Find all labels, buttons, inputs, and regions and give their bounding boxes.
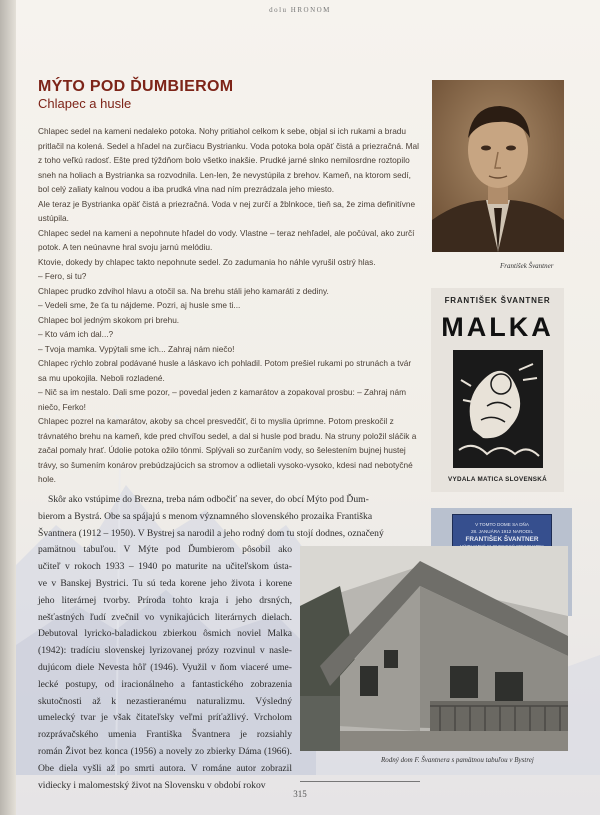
story-paragraph: Ktovie, dokedy by chlapec takto nepohnute sedel. Zo zadumania ho náhle vyrušil ostrý hlas.: [38, 256, 376, 267]
cover-illustration: [453, 350, 543, 468]
article-line: lecké postupy, od iracionálneho a fantastického zobrazenia: [38, 678, 292, 690]
article-line: bierom a Bystrá. Obe sa spájajú s menom významného slovenského prozaika Františka: [38, 510, 373, 522]
book-title: MALKA: [441, 312, 554, 342]
story-paragraph: Chlapec prudko zdvihol hlavu a otočil sa. Na brehu stáli jeho kamaráti z dediny.: [38, 285, 329, 296]
article-line: román Život bez konca (1956) a novely zo zbierky Dáma (1966).: [38, 745, 292, 757]
article-line: umelecký tvar je však čitateľsky veľmi príťažlivý. Vrcholom: [38, 712, 292, 724]
story-paragraph: Chlapec rýchlo zobral podávané husle a láskavo ich pohladil. Potom prešiel rukami po strunách a tvár sa mu upokojila. Neboli rozladené.: [38, 358, 412, 383]
story-paragraph: – Vedeli sme, že ťa tu nájdeme. Pozri, aj husle sme ti...: [38, 300, 241, 310]
story-paragraph: – Nič sa im nestalo. Dali sme pozor, – povedal jeden z kamarátov a zopakoval prosbu: – Zahraj nám niečo, Ferko!: [38, 387, 407, 412]
article-line: jeho literárnej tvorby. Príroda tohto kraja i jeho drsných,: [38, 594, 292, 606]
article-line: nešťastných ľudí zvečnil vo vynikajúcich literárnych dielach.: [38, 611, 292, 623]
story-paragraph: Chlapec sedel na kameni nedaleko potoka. Nohy pritiahol celkom k sebe, objal si ich rukami a bradu pritlačil na kolená. Sedel a hľadel na zurčiacu Bystrianku. Voda potoka bola opäť čistá a priezračná. Mal z toho veľkú radosť. Ešte pred týždňom bolo všetko inakšie. Prudké jarné slnko nemilosrdne roztopilo sneh na holiach a Bystrianka sa rozvodnila. Len-len, že nevystúpila z brehov. Kameň, na ktorom sedí, bol celý zaliaty kalnou vodou a iba prudká vlna nad ním prezrádzala jeho miesto.: [38, 126, 419, 194]
story-paragraph: – Tvoja mamka. Vypýtali sme ich... Zahraj nám niečo!: [38, 343, 235, 354]
plaque-line: V TOMTO DOME SA DŇA: [475, 522, 529, 527]
article-line: rozprávačského umenia Františka Švantnera je rozsiahly: [38, 729, 292, 741]
author-portrait-photo: [432, 80, 564, 252]
page-number: 315: [293, 789, 307, 799]
story-paragraph: Chlapec pozrel na kamarátov, akoby sa chcel presvedčiť, či to myslia úprimne. Potom preskočil z trávnatého brehu na kameň, kde pred chvíľou sedel, a dal si husle pod bradu. Na struny položil sláčik a začal pomaly hrať. Údolie potoka ožilo tónmi. Splývali so zurčaním vody, so šelestením bujnej hustej trávy, so šumením konárov prebúdzajúcich sa stromov a odlietali vysoko-vysoko, kdesi nad nebotyčné hole.: [38, 416, 417, 484]
story-paragraph: Chlapec sedel na kameni a nepohnute hľadel do vody. Vlastne – teraz nehľadel, ale počúval, ako zurčí potok. A ten neúnavne hral svoju jarnú melódiu.: [38, 227, 415, 252]
house-caption: Rodný dom F. Švantnera s pamätnou tabuľou v Bystrej: [381, 756, 534, 764]
article-line: Debutoval lyricko-baladickou zbierkou ôsmich noviel Malka: [38, 628, 292, 640]
article-line: pamätnou tabuľou. V Mýte pod Ďumbierom pôsobil ako: [38, 544, 292, 556]
footer-rule: [300, 781, 420, 782]
plaque-line: 28. JANUÁRA 1912 NARODIL: [470, 528, 534, 534]
story-paragraph: Chlapec bol jedným skokom pri brehu.: [38, 314, 180, 325]
story-paragraph: – Kto vám ich dal...?: [38, 329, 114, 339]
running-head: dolu HRONOM: [269, 6, 331, 14]
birth-house-photo: [300, 546, 568, 751]
chapter-title: MÝTO POD ĎUMBIEROM: [38, 78, 234, 95]
article-line: Švantnera (1912 – 1950). V Bystrej sa narodil a jeho rodný dom tu stojí dodnes, označený: [38, 527, 384, 539]
article-line: dujúcom diele Nevesta hôľ (1946). Využil v ňom viaceré ume-: [38, 661, 292, 673]
article-line: Skôr ako vstúpime do Brezna, treba nám odbočiť na sever, do obcí Mýto pod Ďum-: [48, 494, 369, 505]
article-line: učiteľ v rokoch 1933 – 1940 po maturite na učiteľskom ústa-: [38, 561, 292, 573]
article-line: skutočnosti až k nezastieranému naturalizmu. Výsledný: [38, 695, 292, 707]
portrait-caption: František Švantner: [500, 262, 554, 270]
story-excerpt: [38, 124, 422, 487]
page-gutter-shadow: [0, 0, 16, 815]
book-cover-malka: [431, 288, 564, 492]
story-paragraph: – Fero, si tu?: [38, 271, 87, 281]
article-line: ve v Banskej Bystrici. Tu sú teda korene jeho života i korene: [38, 577, 292, 589]
book-publisher: VYDALA MATICA SLOVENSKÁ: [447, 476, 548, 483]
book-author: FRANTIŠEK ŠVANTNER: [444, 296, 551, 305]
chapter-subtitle: Chlapec a husle: [38, 96, 132, 111]
article-line: (1942): tradíciu slovenskej lyrizovanej prózy rozvinul v nasle-: [38, 645, 292, 657]
plaque-name: FRANTIŠEK ŠVANTNER: [465, 535, 539, 543]
story-paragraph: Ale teraz je Bystrianka opäť čistá a priezračná. Voda v nej zurčí a žblnkoce, tieň sa, že zima definitívne ustúpila.: [38, 198, 416, 223]
article-line: vidiecky i malomestský život na Slovensku v období rokov: [38, 779, 266, 791]
article-line: Obe diela vyšli až po smrti autora. V románe autor zobrazil: [38, 762, 292, 774]
